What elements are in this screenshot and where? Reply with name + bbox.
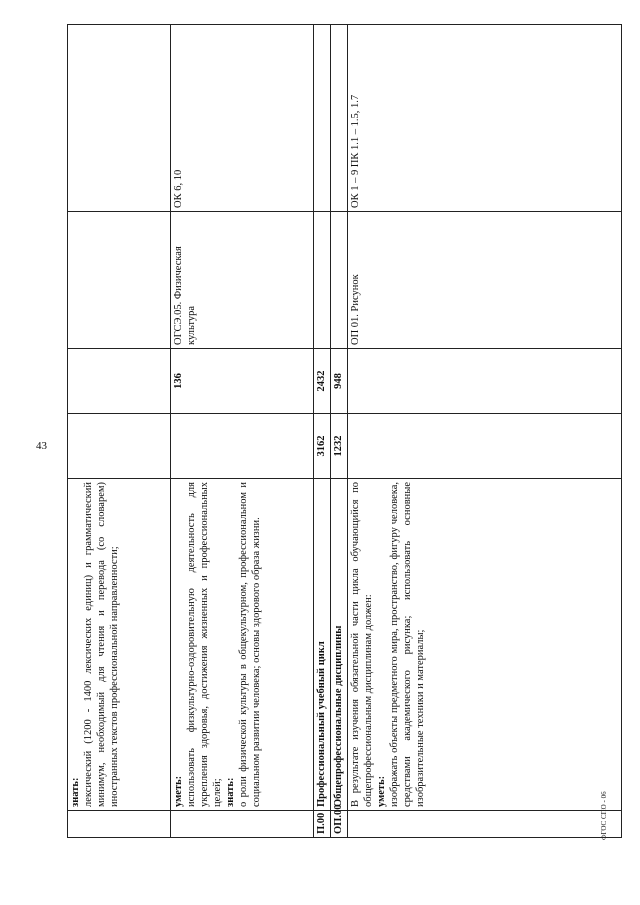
hours-cell [348,349,622,414]
discipline-cell: ОП 01. Рисунок [348,212,622,349]
can-text: изображать объекты предметного мира, пространство, фигуру человека, средствами академического рисунка; использовать основные изобразительные техники и материалы; [389,482,426,807]
competencies-cell: ОК 1 – 9 ПК 1.1 – 1.5, 1.7 [348,25,622,212]
competencies-cell: ОК 6, 10 [171,25,314,212]
competencies-cell [68,25,171,212]
cycle-name-cell: Профессиональный учебный цикл [314,479,331,811]
intro-text: В результате изучения обязательной части цикла обучающийся по общепрофессиональным дисциплинам должен: [350,482,374,807]
discipline-cell [314,212,331,349]
hours-cell: 2432 [314,349,331,414]
competencies-cell [331,25,348,212]
max-load-cell [171,414,314,479]
competencies-cell [314,25,331,212]
max-load-cell [68,414,171,479]
hours-cell [68,349,171,414]
know-label: знать: [225,777,236,807]
can-text: использовать физкультурно-оздоровительную деятельность для укрепления здоровья, достижения жизненных и профессиональных целей; [186,482,223,807]
description-cell [171,479,314,811]
curriculum-table [67,24,622,838]
code-cell [68,811,171,838]
discipline-cell: ОГСЭ.05. Физическая культура [171,212,314,349]
description-cell [68,479,171,811]
code-cell: ОП.00 [331,811,348,838]
section-name-cell: Общепрофессиональные дисциплины [331,479,348,811]
discipline-cell [331,212,348,349]
discipline-cell [68,212,171,349]
hours-cell: 136 [171,349,314,414]
max-load-cell [348,414,622,479]
code-cell: П.00 [314,811,331,838]
can-label: уметь: [173,775,184,807]
table-row [314,25,331,838]
code-cell [171,811,314,838]
max-load-cell: 1232 [331,414,348,479]
table-row [348,25,622,838]
description-cell [348,479,622,811]
can-label: уметь: [376,775,387,807]
footer-label: ФГОС СПО - 06 [600,791,608,840]
page-number: 43 [36,440,47,452]
rotated-table [67,63,622,838]
table-row [171,25,314,838]
table-row [68,25,171,838]
table-row [331,25,348,838]
know-label: знать: [70,777,81,807]
max-load-cell: 3162 [314,414,331,479]
know-text: лексический (1200 - 1400 лексических единиц) и грамматический минимум, необходимый для чтения и перевода (со словарем) иностранных текстов профессиональной направленности; [83,482,120,807]
hours-cell: 948 [331,349,348,414]
know-text: о роли физической культуры в общекультурном, профессиональном и социальном развитии человека; основы здорового образа жизни. [238,482,262,807]
code-cell [348,811,622,838]
